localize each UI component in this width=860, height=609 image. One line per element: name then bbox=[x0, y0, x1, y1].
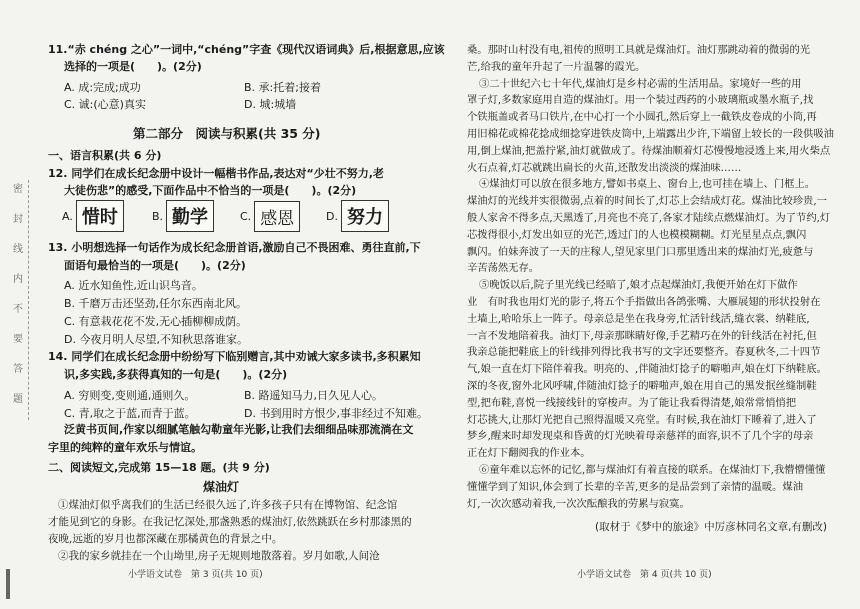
sec1-title: 一、语言积累(共 6 分) bbox=[48, 149, 162, 162]
right-passage-line: 桑。那时山村没有电,祖传的照明工具就是煤油灯。油灯那跳动着的微弱的光 bbox=[467, 44, 811, 56]
q11-option-d: D. 城:城墙 bbox=[244, 98, 297, 111]
q12-stem: 12. 同学们在成长纪念册中设计一幅楷书作品,表达对“少壮不努力,老 bbox=[48, 167, 384, 180]
calligraphy-box: 勤学 bbox=[166, 200, 214, 232]
q12-option-b bbox=[152, 202, 214, 230]
right-passage-line: 辛苦荡然无存。 bbox=[467, 262, 540, 275]
right-passage-line: 飘闪。伯妹奔波了一天的庄稼人,望见家里门口那里透出来的煤油灯光,疲惫与 bbox=[467, 245, 814, 258]
right-passage-line: 梦乡,醒来时却发现桌和昏黄的灯光映着母亲慈祥的面容,识不了几个字的母亲 bbox=[467, 430, 814, 443]
intro-line-2: 字里的纯粹的童年欢乐与情谊。 bbox=[48, 441, 202, 454]
q11-stem-2: 选择的一项是( )。(2分) bbox=[64, 60, 202, 73]
seal-dashed-line bbox=[28, 180, 29, 420]
calligraphy-box: 努力 bbox=[341, 200, 389, 232]
right-passage-line: 煤油灯的光线并实很微弱,点着的时间长了,灯芯上会结成灯花。煤油比较珍贵,一 bbox=[467, 195, 827, 208]
q13-option-c: C. 有意栽花花不发,无心插柳柳成荫。 bbox=[64, 315, 248, 328]
q11-option-c: C. 诚:(心意)真实 bbox=[64, 98, 146, 111]
left-passage-line: 夜晚,远逝的岁月也都深藏在那橘黄色的背景之中。 bbox=[48, 533, 283, 545]
right-passage-line: 罩子灯,多数家庭用自造的煤油灯。用一个装过西药的小玻璃瓶或墨水瓶子,找 bbox=[467, 94, 814, 107]
footer-left: 小学语文试卷 第 3 页(共 10 页) bbox=[128, 570, 263, 580]
q11-stem: 11.“赤 chéng 之心”一词中,“chéng”字查《现代汉语词典》后,根据意思,应该 bbox=[48, 43, 445, 56]
q12-stem-2: 大徒伤悲”的感受,下面作品中不恰当的一项是( )。(2分) bbox=[64, 184, 357, 197]
seal-label: 内 bbox=[13, 274, 23, 285]
right-passage-line: ④煤油灯可以放在很多地方,譬如书桌上、窗台上,也可挂在墙上、门框上。 bbox=[479, 178, 816, 191]
right-passage-line: 火石点着,灯芯就跳出扁长的火苗,还散发出淡淡的煤油味…… bbox=[467, 161, 742, 174]
q14-option-d: D. 书到用时方恨少,事非经过不知难。 bbox=[244, 407, 428, 420]
right-passage-line: ⑤晚饭以后,院子里光线已经暗了,娘才点起煤油灯,我便开始在灯下做作 bbox=[479, 279, 798, 292]
right-passage-line: 我亲总能把鞋底上的针线排列得比我书写的文字还要整齐。春夏秋冬,二十四节 bbox=[467, 346, 821, 359]
seal-label: 不 bbox=[13, 304, 23, 315]
article-title: 煤油灯 bbox=[203, 480, 240, 494]
q11-option-b: B. 承:托着;接着 bbox=[244, 81, 321, 94]
source-note: (取材于《梦中的旅途》中厉彦林同名文章,有删改) bbox=[595, 521, 828, 533]
q14-stem-2: 识,多实践,多获得真知的一句是( )。(2分) bbox=[64, 368, 288, 381]
left-passage-line: ②我的家乡就挂在一个山坳里,房子无规则地散落着。岁月如歌,人间沧 bbox=[58, 550, 380, 562]
right-passage-line: 灯,一次次感动着我,一次次酝酿我的劳累与寂寞。 bbox=[467, 497, 690, 510]
right-passage-line: 般人家舍不得多点,天黑透了,月亮也不亮了,各家才陆续点燃煤油灯。为了节约,灯 bbox=[467, 212, 831, 224]
q12-option-d bbox=[326, 202, 389, 230]
seal-line bbox=[6, 180, 34, 420]
calligraphy-box: 惜时 bbox=[76, 200, 124, 232]
right-passage-line: 灯芯挑大,让那灯光把自己照得温暖又亮堂。有时候,我在油灯下睡着了,进入了 bbox=[467, 413, 817, 426]
left-passage-line: ①煤油灯似乎离我们的生活已经很久远了,许多孩子只有在博物馆、纪念馆 bbox=[58, 499, 398, 511]
seal-label: 封 bbox=[13, 214, 23, 225]
option-letter: B. bbox=[152, 209, 164, 223]
seal-label: 题 bbox=[13, 394, 23, 405]
q14-option-b: B. 路遥知马力,日久见人心。 bbox=[244, 389, 384, 402]
right-passage-line: 个铁瓶盖或者马口铁片,在中心打一个小圆孔,然后穿上一截铁皮卷成的小筒,再 bbox=[467, 111, 817, 124]
left-passage-line: 才能见到它的身影。在我记忆深处,那盏熟悉的煤油灯,依然跳跃在乡村那漆黑的 bbox=[48, 516, 412, 528]
q13-stem-2: 面语句最恰当的一项是( )。(2分) bbox=[64, 259, 246, 272]
q13-option-a: A. 近水知鱼性,近山识鸟音。 bbox=[64, 279, 203, 292]
right-passage-line: 气,娘一直在灯下陪伴着我。明亮的、,伴随油灯捻子的噼啪声,娘在灯下纳鞋底。 bbox=[467, 363, 827, 376]
sec2-title: 二、阅读短文,完成第 15—18 题。(共 9 分) bbox=[48, 461, 270, 474]
option-letter: D. bbox=[326, 209, 338, 223]
right-passage-line: 正在灯下翻阅我的作业本。 bbox=[467, 447, 591, 460]
q12-option-c bbox=[240, 202, 300, 230]
right-passage-line: 芯拨得很小,灯发出如豆的光芒,透过门的人也模模糊糊。灯光星星点点,飘闪 bbox=[467, 228, 807, 241]
seal-label: 答 bbox=[13, 364, 23, 375]
intro-line-1: 泛黄书页间,作家以细腻笔触勾勒童年光影,让我们去细细品味那流淌在文 bbox=[64, 423, 414, 436]
right-passage-line: 深的冬夜,窗外北风呼啸,伴随油灯捻子的噼啪声,娘在用自己的黑发抿丝缝制鞋 bbox=[467, 380, 817, 392]
q12-option-a bbox=[62, 202, 124, 230]
q14-option-a: A. 穷则变,变则通,通则久。 bbox=[64, 389, 196, 402]
right-passage-line: 懂懂学到了知识,体会到了长辈的辛苦,更多的是品尝到了亲情的温暖。煤油 bbox=[467, 480, 804, 493]
footer-right: 小学语文试卷 第 4 页(共 10 页) bbox=[577, 570, 712, 580]
part2-title: 第二部分 阅读与积累(共 35 分) bbox=[133, 126, 321, 141]
q14-stem: 14. 同学们在成长纪念册中纷纷写下临别赠言,其中劝诫大家多读书,多积累知 bbox=[48, 350, 421, 363]
right-passage-line: ⑥童年难以忘怀的记忆,都与煤油灯有着直接的联系。在煤油灯下,我懵懵懂懂 bbox=[479, 464, 826, 476]
option-letter: C. bbox=[240, 209, 252, 223]
q14-option-c: C. 青,取之于蓝,而青于蓝。 bbox=[64, 407, 196, 420]
right-passage-line: 芒,给我的童年升起了一片温馨的霞光。 bbox=[467, 60, 646, 73]
binding-mark bbox=[6, 569, 10, 599]
q13-option-b: B. 千磨万击还坚劲,任尔东西南北风。 bbox=[64, 297, 248, 310]
right-passage-line: 业 有时我也用灯光的影子,将五个手指做出各鸽张嘴、大雁展翅的形状投射在 bbox=[467, 296, 821, 308]
right-passage-line: 土墙上,哈哈乐上一阵子。母亲总是坐在我身旁,忙活针线活,缝衣裳、纳鞋底, bbox=[467, 312, 810, 325]
right-passage-line: 一言不发地陪着我。油灯下,母亲那眯睛好像,手艺精巧在外的针线活在衬托,但 bbox=[467, 329, 817, 342]
right-passage-line: 用,倒上煤油,把盖拧紧,油灯就做成了。待煤油顺着灯芯慢慢地浸透上来,用火柴点 bbox=[467, 144, 831, 157]
seal-label: 线 bbox=[13, 244, 23, 255]
q11-option-a: A. 成:完成;成功 bbox=[64, 81, 141, 94]
right-passage-line: 用旧棉花或棉花捻成细捻穿进铁皮筒中,上端露出少许,下端留上较长的一段供吸油 bbox=[467, 128, 834, 140]
option-letter: A. bbox=[62, 209, 73, 223]
right-passage-line: 型,把布鞋,喜悦一线接线针的穿梭声。为了能让我看得清楚,娘常常悄悄把 bbox=[467, 396, 797, 409]
q13-stem: 13. 小明想选择一句话作为成长纪念册首语,激励自己不畏困难、勇往直前,下 bbox=[48, 241, 421, 254]
seal-label: 密 bbox=[13, 184, 23, 195]
right-passage-line: ③二十世纪六七十年代,煤油灯是乡村必需的生活用品。家境好一些的用 bbox=[479, 77, 802, 90]
seal-label: 要 bbox=[13, 334, 23, 345]
calligraphy-box: 感恩 bbox=[254, 201, 300, 232]
q13-option-d: D. 今夜月明人尽望,不知秋思落谁家。 bbox=[64, 333, 248, 346]
